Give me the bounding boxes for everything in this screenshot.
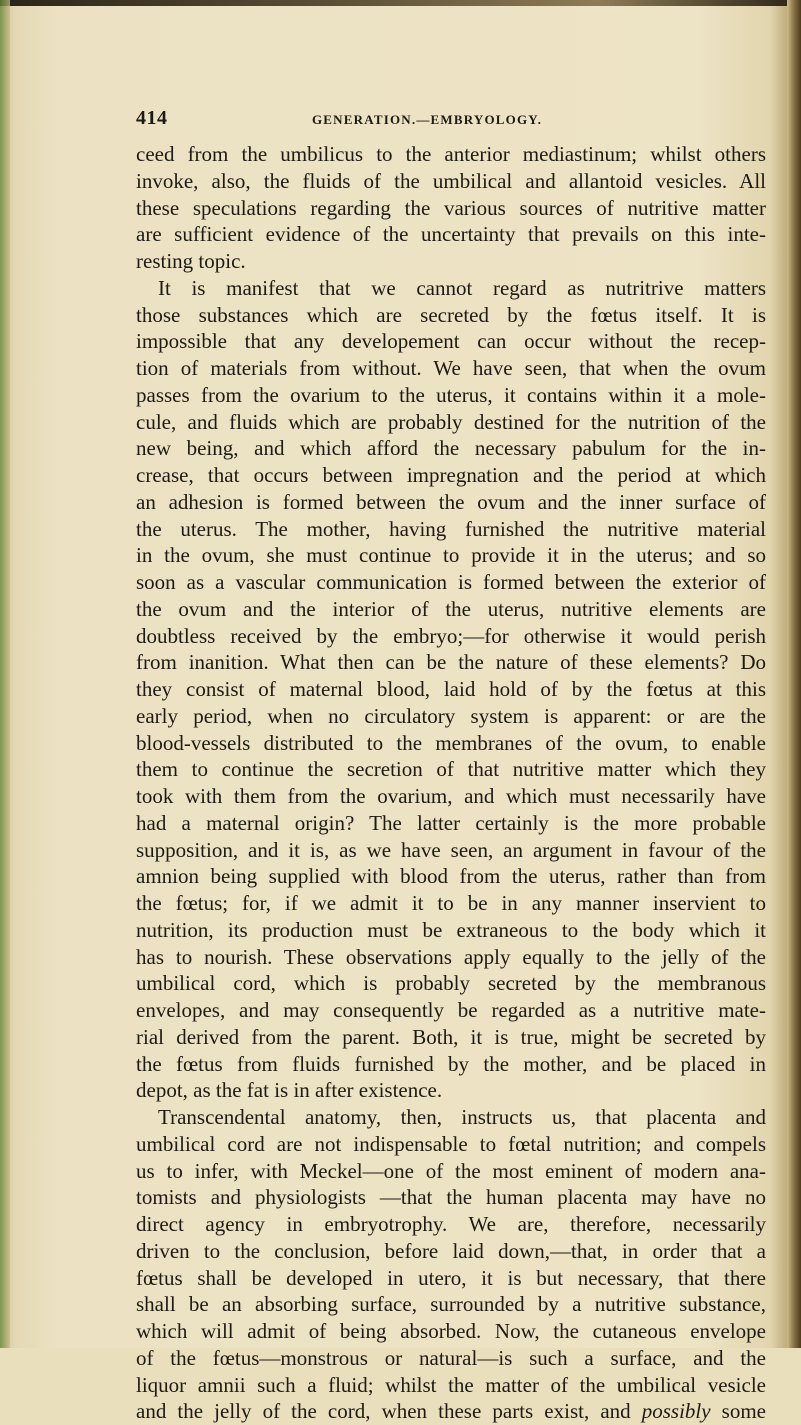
text-line: liquor amnii such a fluid; whilst the matter of the umbilical vesicle [136,1372,766,1397]
text-line: It is manifest that we cannot regard as nutritrive matters [158,275,766,300]
text-line: the fœtus from fluids furnished by the mother, and be placed in [136,1051,766,1076]
page-right-edge [787,0,801,1348]
text-line: invoke, also, the fluids of the umbilical and allantoid vesicles. All [136,168,766,193]
text-line: took with them from the ovarium, and which must necessarily have [136,784,766,808]
text-line: soon as a vascular communication is formed between the exterior of [136,570,766,594]
text-line: envelopes, and may consequently be regarded as a nutritive mate- [136,998,766,1022]
text-line: nutrition, its production must be extraneous to the body which it [136,917,766,942]
text-line: had a maternal origin? The latter certainly is the more probable [136,810,766,835]
final-line-end: some [721,1399,766,1424]
text-line: of the fœtus—monstrous or natural—is such a surface, and the [136,1345,766,1370]
text-line: blood-vessels distributed to the membranes of the ovum, to enable [136,730,766,755]
text-line: crease, that occurs between impregnation and the period at which [136,463,766,487]
text-line: early period, when no circulatory system is apparent: or are the [136,703,766,728]
text-line: us to infer, with Meckel—one of the most eminent of modern ana- [136,1158,766,1183]
text-line: Transcendental anatomy, then, instructs us, that placenta and [158,1105,766,1129]
text-line: has to nourish. These observations apply equally to the jelly of the [136,944,766,969]
text-line: direct agency in embryotrophy. We are, therefore, necessarily [136,1212,766,1236]
text-line-final [136,1398,766,1425]
text-line: tion of materials from without. We have seen, that when the ovum [136,356,766,380]
text-line: depot, as the fat is in after existence. [136,1078,443,1103]
text-line: those substances which are secreted by the fœtus itself. It is [136,302,766,327]
text-line: impossible that any developement can occur without the recep- [136,329,766,354]
text-line: them to continue the secretion of that nutritive matter which they [136,757,766,782]
body-text [136,141,766,1425]
text-line: are sufficient evidence of the uncertainty that prevails on this inte- [136,222,766,247]
text-line: resting topic. [136,249,246,273]
text-line: ceed from the umbilicus to the anterior mediastinum; whilst others [136,142,766,166]
text-line: shall be an absorbing surface, surrounded by a nutritive substance, [136,1292,766,1317]
text-line: these speculations regarding the various sources of nutritive matter [136,195,766,220]
page-top-edge [0,0,801,6]
text-line: supposition, and it is, as we have seen, an argument in favour of the [136,837,766,862]
text-line: they consist of maternal blood, laid hold of by the fœtus at this [136,677,766,701]
text-line: cule, and fluids which are probably destined for the nutrition of the [136,409,766,434]
text-line: which will admit of being absorbed. Now, the cutaneous envelope [136,1319,766,1343]
text-line: the uterus. The mother, having furnished the nutritive material [136,516,766,541]
page-number: 414 [136,107,168,129]
final-line-start: and the jelly of the cord, when these parts exist, and [136,1399,631,1424]
text-line: rial derived from the parent. Both, it is true, might be secreted by [136,1024,766,1049]
page-header [136,107,766,131]
text-line: umbilical cord, which is probably secreted by the membranous [136,971,766,996]
text-line: from inanition. What then can be the nature of these elements? Do [136,650,766,675]
text-line: passes from the ovarium to the uterus, it contains within it a mole- [136,382,766,407]
text-line: an adhesion is formed between the ovum and the inner surface of [136,489,766,514]
text-line: new being, and which afford the necessary pabulum for the in- [136,436,766,461]
running-head: GENERATION.—EMBRYOLOGY. [312,112,543,127]
text-line: in the ovum, she must continue to provide it in the uterus; and so [136,543,766,568]
text-line: doubtless received by the embryo;—for otherwise it would perish [136,623,766,648]
text-line: driven to the conclusion, before laid down,—that, in order that a [136,1238,766,1263]
text-line: the fœtus; for, if we admit it to be in any manner inservient to [136,891,766,915]
text-line: fœtus shall be developed in utero, it is but necessary, that there [136,1265,766,1290]
text-line: amnion being supplied with blood from the uterus, rather than from [136,864,766,889]
page-left-edge [0,0,10,1348]
text-line: tomists and physiologists —that the human placenta may have no [136,1185,766,1210]
italic-word: possibly [641,1399,711,1424]
text-line: umbilical cord are not indispensable to fœtal nutrition; and compels [136,1131,766,1156]
text-line: the ovum and the interior of the uterus, nutritive elements are [136,596,766,621]
